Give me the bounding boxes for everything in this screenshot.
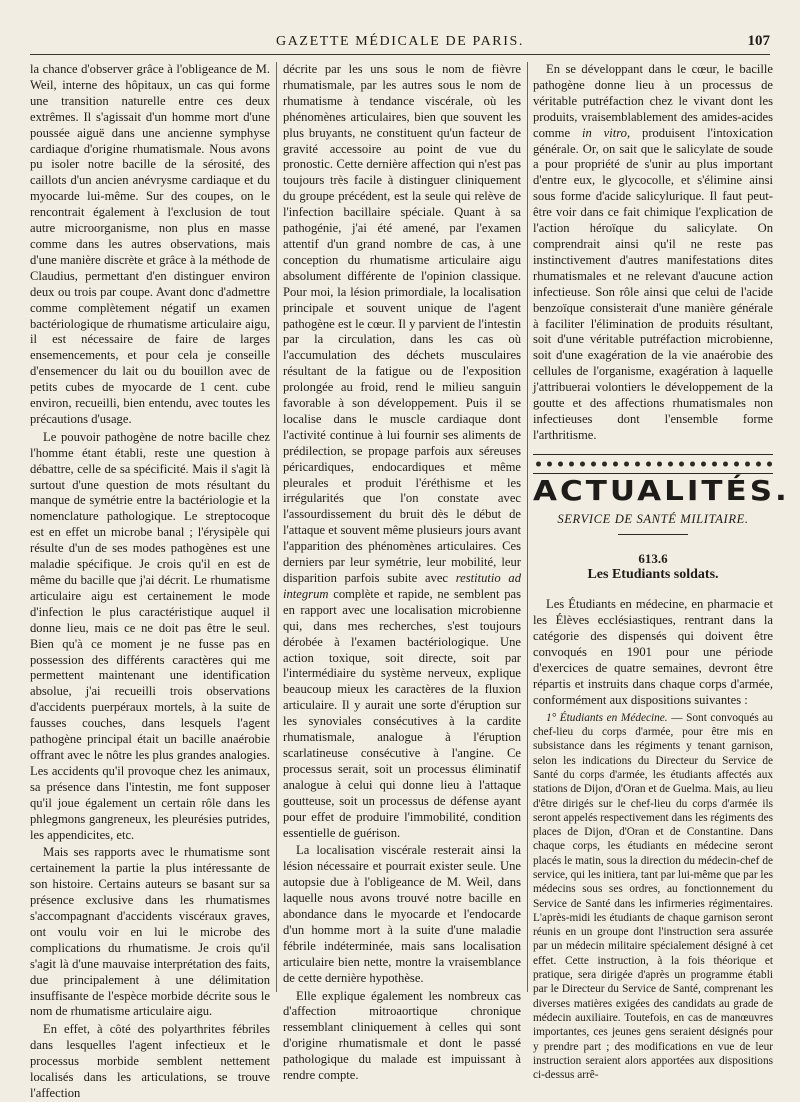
paragraph: En effet, à côté des polyarthrites fébriles dans lesquelles l'agent infectieux et le processus morbide semblent nettement localisés dans les articulations, se trouve l'affection [30, 1022, 270, 1100]
paragraph: Les Étudiants en médecine, en pharmacie et les Élèves ecclésiastiques, rentrant dans la catégorie des dispensés qui doivent être convoqués en 1901 pour une période d'exercices de quatre semaines, devront être répartis et instruits dans chaque corps d'armée, conformément aux dispositions suivantes : [533, 597, 773, 707]
article-number: 613.6 [638, 550, 668, 566]
article-title: Les Etudiants soldats. [587, 567, 719, 583]
text-run: , produisent l'intoxication générale. Or, on sait que le salicylate de soude a pour propriété de s'unir au plus important d'entre eux, le glycocolle, et s'élimine ainsi sous forme d'acide salicylurique. Il faut peut-être voir dans ce fait chimique l'explication de l'action héroïque du salicylate. On comprendrait ainsi qu'il ne reste pas instinctivement d'autres manifestations dites rhumatismales et ne relevant d'aucune action infectieuse. Son rôle ainsi que celui de l'acide benzoïque consisterait d'une manière générale à faciliter l'élimination de produits résultant, soit d'une véritable putréfaction microbienne, soit d'une exagération de la vie anaérobie des cellules de l'organisme, exagération à laquelle j'attribuerai volontiers le développement de la goutte et des affections rhumatismales non infectieuses dont l'ensemble forme l'arthritisme. [533, 125, 773, 442]
column-divider [276, 62, 277, 992]
journal-title: GAZETTE MÉDICALE DE PARIS. [276, 34, 524, 49]
text-run: — Sont convoqués au chef-lieu du corps d'armée, pour être mis en subsistance dans les régiments y tenant garnison, selon les indications du Directeur du Service de Santé du corps d'armée, les étudiants affectés aux stations de Dijon, d'Oran et de Guelma. Mais, au lieu d'être dirigés sur le chef-lieu du corps d'armée ils seront appelés respectivement dans les régiments des places de Dijon, d'Oran et de Constantine. Dans chaque corps, les étudiants en médecine seront placés le matin, sous la direction du médecin-chef de service, qui les initiera, tant par lui-même que par les médecins sous ses ordres, au fonctionnement du Service de Santé dans les infirmeries régimentaires. L'après-midi les étudiants de chaque garnison seront réunis en un groupe dont l'instruction sera assurée par un médecin militaire spécialement désigné à cet effet. Cette instruction, à la fois théorique et pratique, sera dirigée d'après un programme établi par le Directeur du Service de Santé, comprenant les diverses matières exigées des candidats au grade de médecin auxiliaire. Toutefois, en cas de manœuvres importantes, ces jeunes gens seraient désignés pour y prendre part ; des modifications en vue de leur instruction seraient alors apportées aux dispositions ci-dessus arrê- [533, 711, 773, 1082]
paragraph-lead: 1° Étudiants en Médecine. [546, 711, 668, 724]
paragraph [533, 711, 773, 1083]
paragraph: Mais ses rapports avec le rhumatisme sont certainement la partie la plus intéressante de son histoire. Certains auteurs se basant sur sa présence exclusive dans les rhumatismes s'accompagnant d'accidents viscéraux graves, ont voulu voir en lui le microbe des complications du rhumatisme. Je crois qu'il s'agit là d'une mauvaise interprétation des faits, due principalement à une délimitation insuffisante de l'espèce morbide décrite sous le nom de rhumatisme articulaire aigu. [30, 845, 270, 1019]
column-1 [30, 62, 270, 1100]
section-heading: ACTUALITÉS. [533, 474, 790, 508]
paragraph [283, 62, 521, 841]
paragraph: La localisation viscérale resterait ainsi la lésion nécessaire et pourrait exister seule. Une autopsie due à l'obligeance de M. Weil, dans laquelle nous avons trouvé notre bacille en abondance dans le myocarde et l'endocarde d'un homme mort à la suite d'une maladie fébrile indéterminée, mais sans localisation articulaire bien nette, montre la vraisemblance de cette dernière hypothèse. [283, 843, 521, 985]
paragraph: Le pouvoir pathogène de notre bacille chez l'homme étant établi, reste une question à débattre, celle de sa spécificité. Mais il s'agit là surtout d'une question de mots résultant du manque de symétrie entre la bactériologie et la nomenclature pathologique. Le streptocoque est en effet un microbe banal ; l'érysipèle qui résulte d'un de ses modes pathogènes est une maladie spécifique. Je crois qu'il en est de même du bacille que j'ai décrit. Le rhumatisme articulaire aigu est certainement le mode d'infection le plus caractéristique auquel il donne lieu, mais ce ne doit pas être le seul. Bien qu'à ce moment je ne fusse pas en possession des différents caractères qui me permettent maintenant une identification absolue, j'ai recueilli trois observations d'accidents puerpéraux mortels, à la suite de fausses couches, dans lesquels l'agent pathogène principal était un bacille anaérobie offrant avec le nôtre les plus grandes analogies. Les accidents qu'il provoque chez les animaux, sa présence dans l'intestin, me font supposer qu'il joue également un certain rôle dans les phlegmons gangreneux, les pleurésies putrides, les appendicites, etc. [30, 429, 270, 842]
text-run: En se développant dans le cœur, le bacille pathogène donne lieu à un processus de véritable putréfaction chez le vivant dont les produits, vraisemblablement des amides-acides comme [533, 62, 773, 140]
text-run: décrite par les uns sous le nom de fièvre rhumatismale, par les autres sous le nom de rhumatisme à tendance viscérale, où les phénomènes articulaires, bien que souvent les plus bruyants, ne constituent qu'un facteur de gravité accessoire au point de vue du pronostic. Cette dernière affection qui n'est pas toujours très facile à distinguer cliniquement du groupe précédent, est la seule qui relève de l'infection bacillaire spéciale. Quant à sa pathogénie, j'ai été amené, par l'examen attentif d'un grand nombre de cas, à une conception du rhumatisme articulaire aigu absolument différente de l'opinion classique. Pour moi, la lésion primordiale, la localisation principale et souvent unique de l'agent pathogène est le cœur. Il y parvient de l'intestin par la circulation, dans les cas où l'accumulation des déchets musculaires résultant de la fatigue ou de l'exposition prolongée au froid, rend le milieu sanguin favorable à son développement. Puis il se localise dans le muscle cardiaque dont l'activité continue à lui fournir ses aliments de prédilection, se propage parfois aux séreuses péricardiques, endocardiques et même pleurales et produit l'éréthisme et les irrégularités que l'on constate avec l'assourdissement du bruit dès le début de l'attaque et souvent même plusieurs jours avant l'apparition des phénomènes articulaires. Ces derniers par leur symétrie, leur mobilité, leur disparition parfois subite avec [283, 62, 521, 585]
paragraph: Elle explique également les nombreux cas d'affection mitroaortique chronique ressemblant cliniquement à celles qui sont d'origine rhumatismale et dont le passé pathologique du malade est impuissant à rendre compte. [283, 988, 521, 1083]
column-divider [527, 62, 528, 992]
column-3 [533, 62, 790, 1082]
paragraph [533, 62, 773, 444]
text-run: complète et rapide, ne semblent pas en rapport avec une localisation microbienne qui, dans mes recherches, s'est toujours dérobée à l'examen bactériologique. Une action toxique, soit directe, soit par l'intermédiaire du système nerveux, explique beaucoup mieux les caractères de la fluxion articulaire. Il y aurait une sorte d'éruption sur les synoviales consécutives à la cardite rhumatismale, analogue à l'éruption scarlatineuse consécutive à l'angine. Ce processus serait, soit un processus éliminatif analogue à celui qui donne lieu à l'attaque goutteuse, soit un processus de défense ayant pour effet de produire l'immobilité, condition essentielle de guérison. [283, 586, 521, 840]
column-2 [283, 62, 522, 1083]
paragraph: la chance d'observer grâce à l'obligeance de M. Weil, interne des hôpitaux, un cas qui forme une transition naturelle entre ces deux extrêmes. Il s'agissait d'un homme mort d'une poussée aiguë dans une ancienne symphyse cardiaque d'origine rhumatismale. Nous avons pu isoler notre bacille de la sérosité, des caillots d'un ancien anévrysme cardiaque et du myocarde lui-même. Sur des coupes, on le rencontrait également à l'exclusion de tout autre microorganisme, non plus en masse comme dans les autres observations, mais d'une manière discrète et grâce à la méthode de Claudius, permettant d'en distinguer environ deux ou trois par coupe. Avant donc d'admettre comme complètement négatif un examen bactériologique de rhumatisme articulaire aigu, il est nécessaire de faire de larges ensemencements, et pour cela je conseille d'ensemencer du lait ou du bouillon avec de petits cubes de myocarde de 1 cent. cube environ, recueilli, bien entendu, avec toutes les précautions d'usage. [30, 62, 270, 426]
latin-phrase: in vitro [581, 125, 627, 140]
short-rule [618, 534, 688, 535]
subsection-heading: SERVICE DE SANTÉ MILITAIRE. [557, 511, 749, 526]
ornamental-divider [533, 454, 773, 474]
running-header [30, 34, 770, 55]
latin-phrase: restitutio ad integrum [283, 571, 522, 601]
page-number: 107 [747, 33, 770, 49]
